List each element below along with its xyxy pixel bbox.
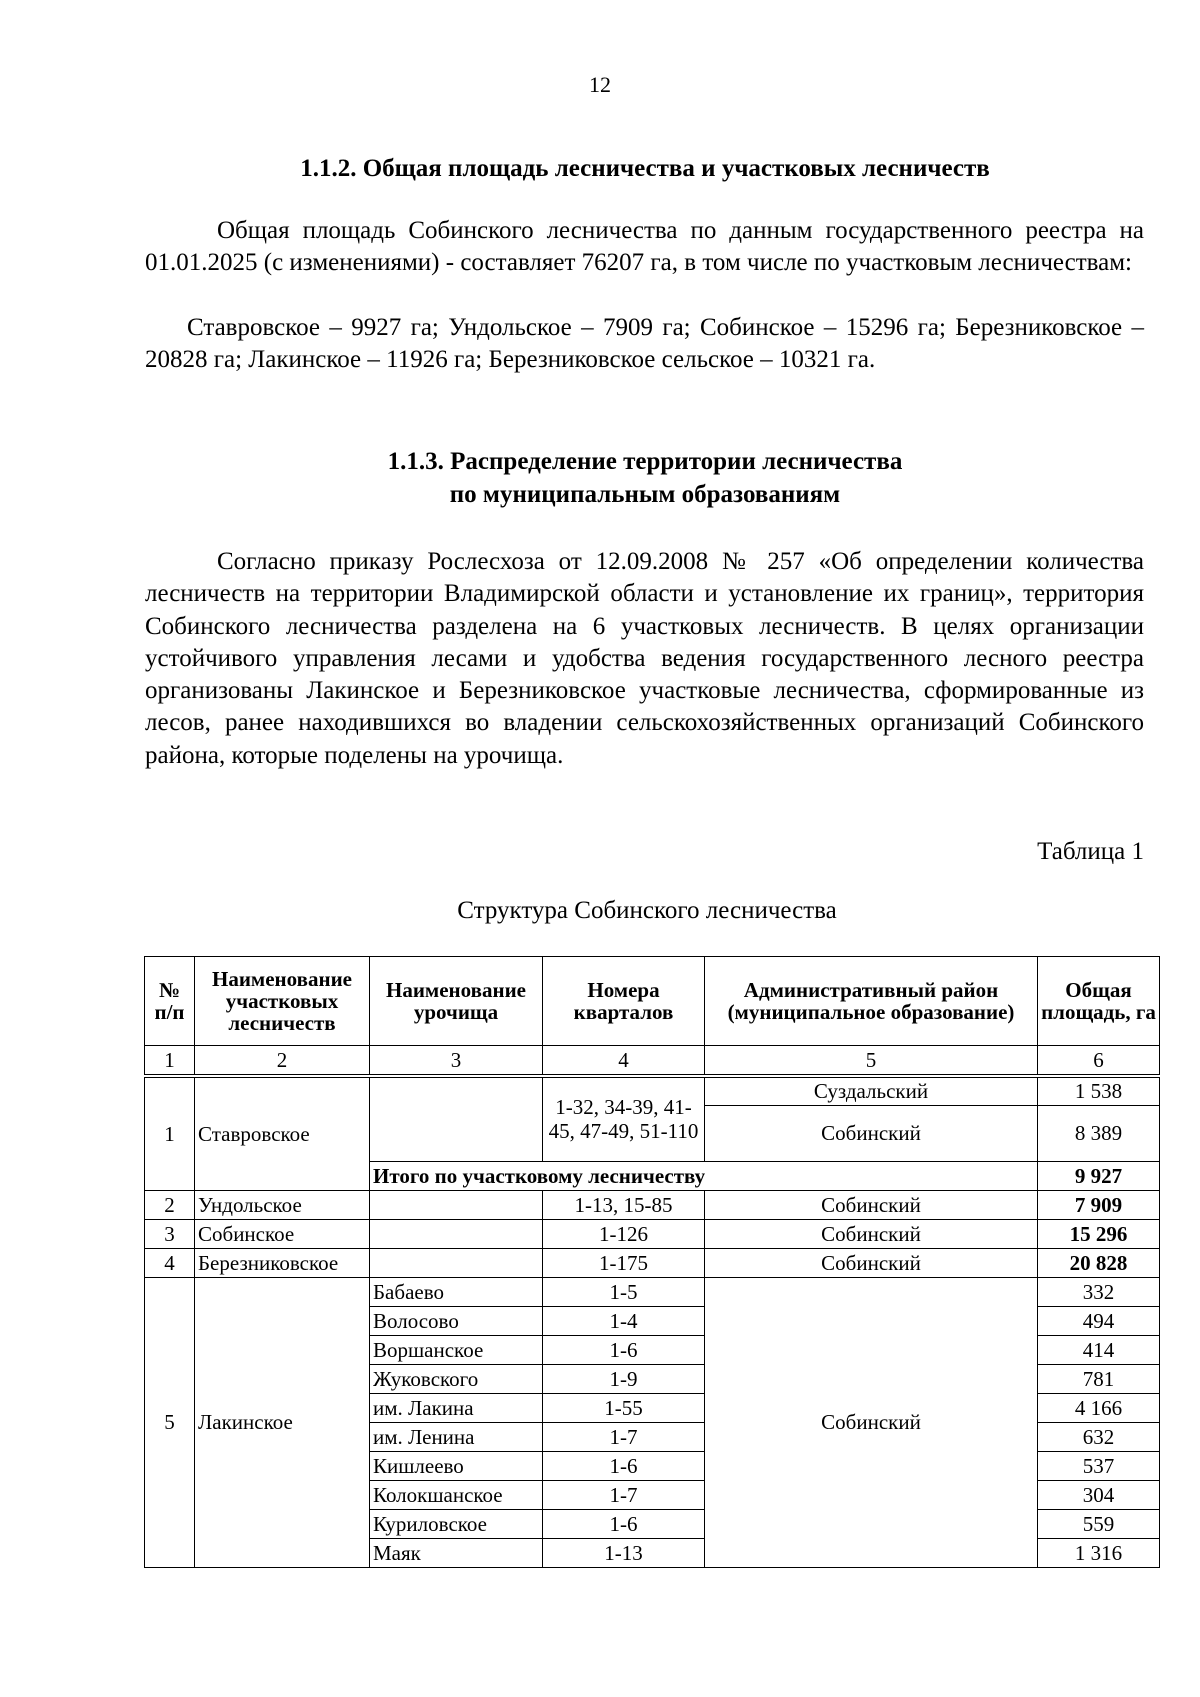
header-quarters: Номера кварталов	[543, 957, 705, 1046]
paragraph-rosleskhoz-order: Согласно приказу Рослесхоза от 12.09.2008 № 257 «Об определении количества лесничеств на территории Владимирской области и установление их границ», территория Собинского лесничества разделена на 6 участковых лесничеств. В целях организации устойчивого управления лесами и удобства ведения государственного лесного реестра организованы Лакинское и Березниковское участковые лесничества, сформированные из лесов, ранее находившихся во владении сельскохозяйственных организаций Собинского района, которые поделены на урочища.	[145, 548, 1144, 769]
cell-quarters: 1-4	[543, 1306, 705, 1335]
cell-forestry-name: Ундольское	[195, 1190, 370, 1219]
cell-number: 3	[145, 1219, 195, 1248]
cell-area: 414	[1038, 1335, 1160, 1364]
cell-tract	[370, 1248, 543, 1277]
cell-number: 5	[145, 1277, 195, 1567]
table-row	[145, 1190, 1160, 1219]
table-header-row	[145, 957, 1160, 1046]
column-index: 4	[543, 1046, 705, 1077]
header-forestry-name: Наименование участковых лесничеств	[195, 957, 370, 1046]
table-number: Таблица 1	[1037, 838, 1144, 865]
cell-district: Собинский	[705, 1219, 1038, 1248]
cell-district: Собинский	[705, 1105, 1038, 1161]
cell-tract: Колокшанское	[370, 1480, 543, 1509]
section-heading-1-1-3	[145, 445, 1145, 511]
cell-area: 8 389	[1038, 1105, 1160, 1161]
cell-area: 632	[1038, 1422, 1160, 1451]
header-tract-name: Наименование урочища	[370, 957, 543, 1046]
cell-area: 7 909	[1038, 1190, 1160, 1219]
paragraph-total-area: Общая площадь Собинского лесничества по данным государственного реестра на 01.01.2025 (с изменениями) - составляет 76207 га, в том числе по участковым лесничествам:	[145, 217, 1144, 277]
cell-tract: им. Лакина	[370, 1393, 543, 1422]
section-heading-line-2: по муниципальным образованиям	[449, 481, 841, 508]
cell-tract: Воршанское	[370, 1335, 543, 1364]
cell-forestry-name: Собинское	[195, 1219, 370, 1248]
cell-area: 332	[1038, 1277, 1160, 1306]
cell-quarters: 1-13, 15-85	[543, 1190, 705, 1219]
cell-tract: Кишлеево	[370, 1451, 543, 1480]
header-area: Общая площадь, га	[1038, 957, 1160, 1046]
cell-quarters: 1-13	[543, 1538, 705, 1567]
cell-tract: Волосово	[370, 1306, 543, 1335]
cell-total-area: 9 927	[1038, 1161, 1160, 1190]
cell-number: 1	[145, 1076, 195, 1190]
cell-quarters: 1-126	[543, 1219, 705, 1248]
column-index: 3	[370, 1046, 543, 1077]
cell-area: 781	[1038, 1364, 1160, 1393]
column-index: 2	[195, 1046, 370, 1077]
cell-tract: им. Ленина	[370, 1422, 543, 1451]
cell-area: 15 296	[1038, 1219, 1160, 1248]
cell-tract: Бабаево	[370, 1277, 543, 1306]
table-row	[145, 1219, 1160, 1248]
cell-quarters: 1-6	[543, 1509, 705, 1538]
cell-quarters: 1-6	[543, 1451, 705, 1480]
table-row	[145, 1248, 1160, 1277]
cell-number: 4	[145, 1248, 195, 1277]
cell-quarters: 1-32, 34-39, 41-45, 47-49, 51-110	[543, 1076, 705, 1161]
cell-area: 1 538	[1038, 1076, 1160, 1105]
cell-tract: Жуковского	[370, 1364, 543, 1393]
column-index: 6	[1038, 1046, 1160, 1077]
cell-quarters: 1-7	[543, 1422, 705, 1451]
cell-number: 2	[145, 1190, 195, 1219]
cell-tract: Куриловское	[370, 1509, 543, 1538]
cell-district: Суздальский	[705, 1076, 1038, 1105]
cell-forestry-name: Березниковское	[195, 1248, 370, 1277]
table-row	[145, 1277, 1160, 1306]
cell-quarters: 1-7	[543, 1480, 705, 1509]
cell-forestry-name: Ставровское	[195, 1076, 370, 1190]
cell-quarters: 1-9	[543, 1364, 705, 1393]
cell-forestry-name: Лакинское	[195, 1277, 370, 1567]
column-index: 5	[705, 1046, 1038, 1077]
cell-area: 304	[1038, 1480, 1160, 1509]
cell-tract: Маяк	[370, 1538, 543, 1567]
cell-district: Собинский	[705, 1248, 1038, 1277]
column-index: 1	[145, 1046, 195, 1077]
cell-quarters: 1-5	[543, 1277, 705, 1306]
cell-area: 20 828	[1038, 1248, 1160, 1277]
header-number: № п/п	[145, 957, 195, 1046]
cell-area: 1 316	[1038, 1538, 1160, 1567]
column-index-row	[145, 1046, 1160, 1077]
cell-area: 4 166	[1038, 1393, 1160, 1422]
section-heading-1-1-2: 1.1.2. Общая площадь лесничества и участковых лесничеств	[300, 155, 990, 182]
table-caption: Структура Собинского лесничества	[457, 897, 837, 924]
cell-district: Собинский	[705, 1190, 1038, 1219]
cell-tract	[370, 1076, 543, 1161]
cell-area: 559	[1038, 1509, 1160, 1538]
section-heading-line-1: 1.1.3. Распределение территории лесничества	[387, 448, 903, 475]
cell-district: Собинский	[705, 1277, 1038, 1567]
paragraph-area-by-forestry: Ставровское – 9927 га; Ундольское – 7909 га; Собинское – 15296 га; Березниковское – 20828 га; Лакинское – 11926 га; Березниковское сельское – 10321 га.	[145, 314, 1144, 374]
forestry-structure-table	[144, 956, 1160, 1568]
cell-quarters: 1-6	[543, 1335, 705, 1364]
cell-tract	[370, 1219, 543, 1248]
cell-area: 494	[1038, 1306, 1160, 1335]
cell-area: 537	[1038, 1451, 1160, 1480]
cell-quarters: 1-55	[543, 1393, 705, 1422]
page-number: 12	[589, 72, 611, 97]
table-row	[145, 1076, 1160, 1105]
cell-quarters: 1-175	[543, 1248, 705, 1277]
cell-total-label: Итого по участковому лесничеству	[370, 1161, 1038, 1190]
header-district: Административный район (муниципальное образование)	[705, 957, 1038, 1046]
cell-tract	[370, 1190, 543, 1219]
